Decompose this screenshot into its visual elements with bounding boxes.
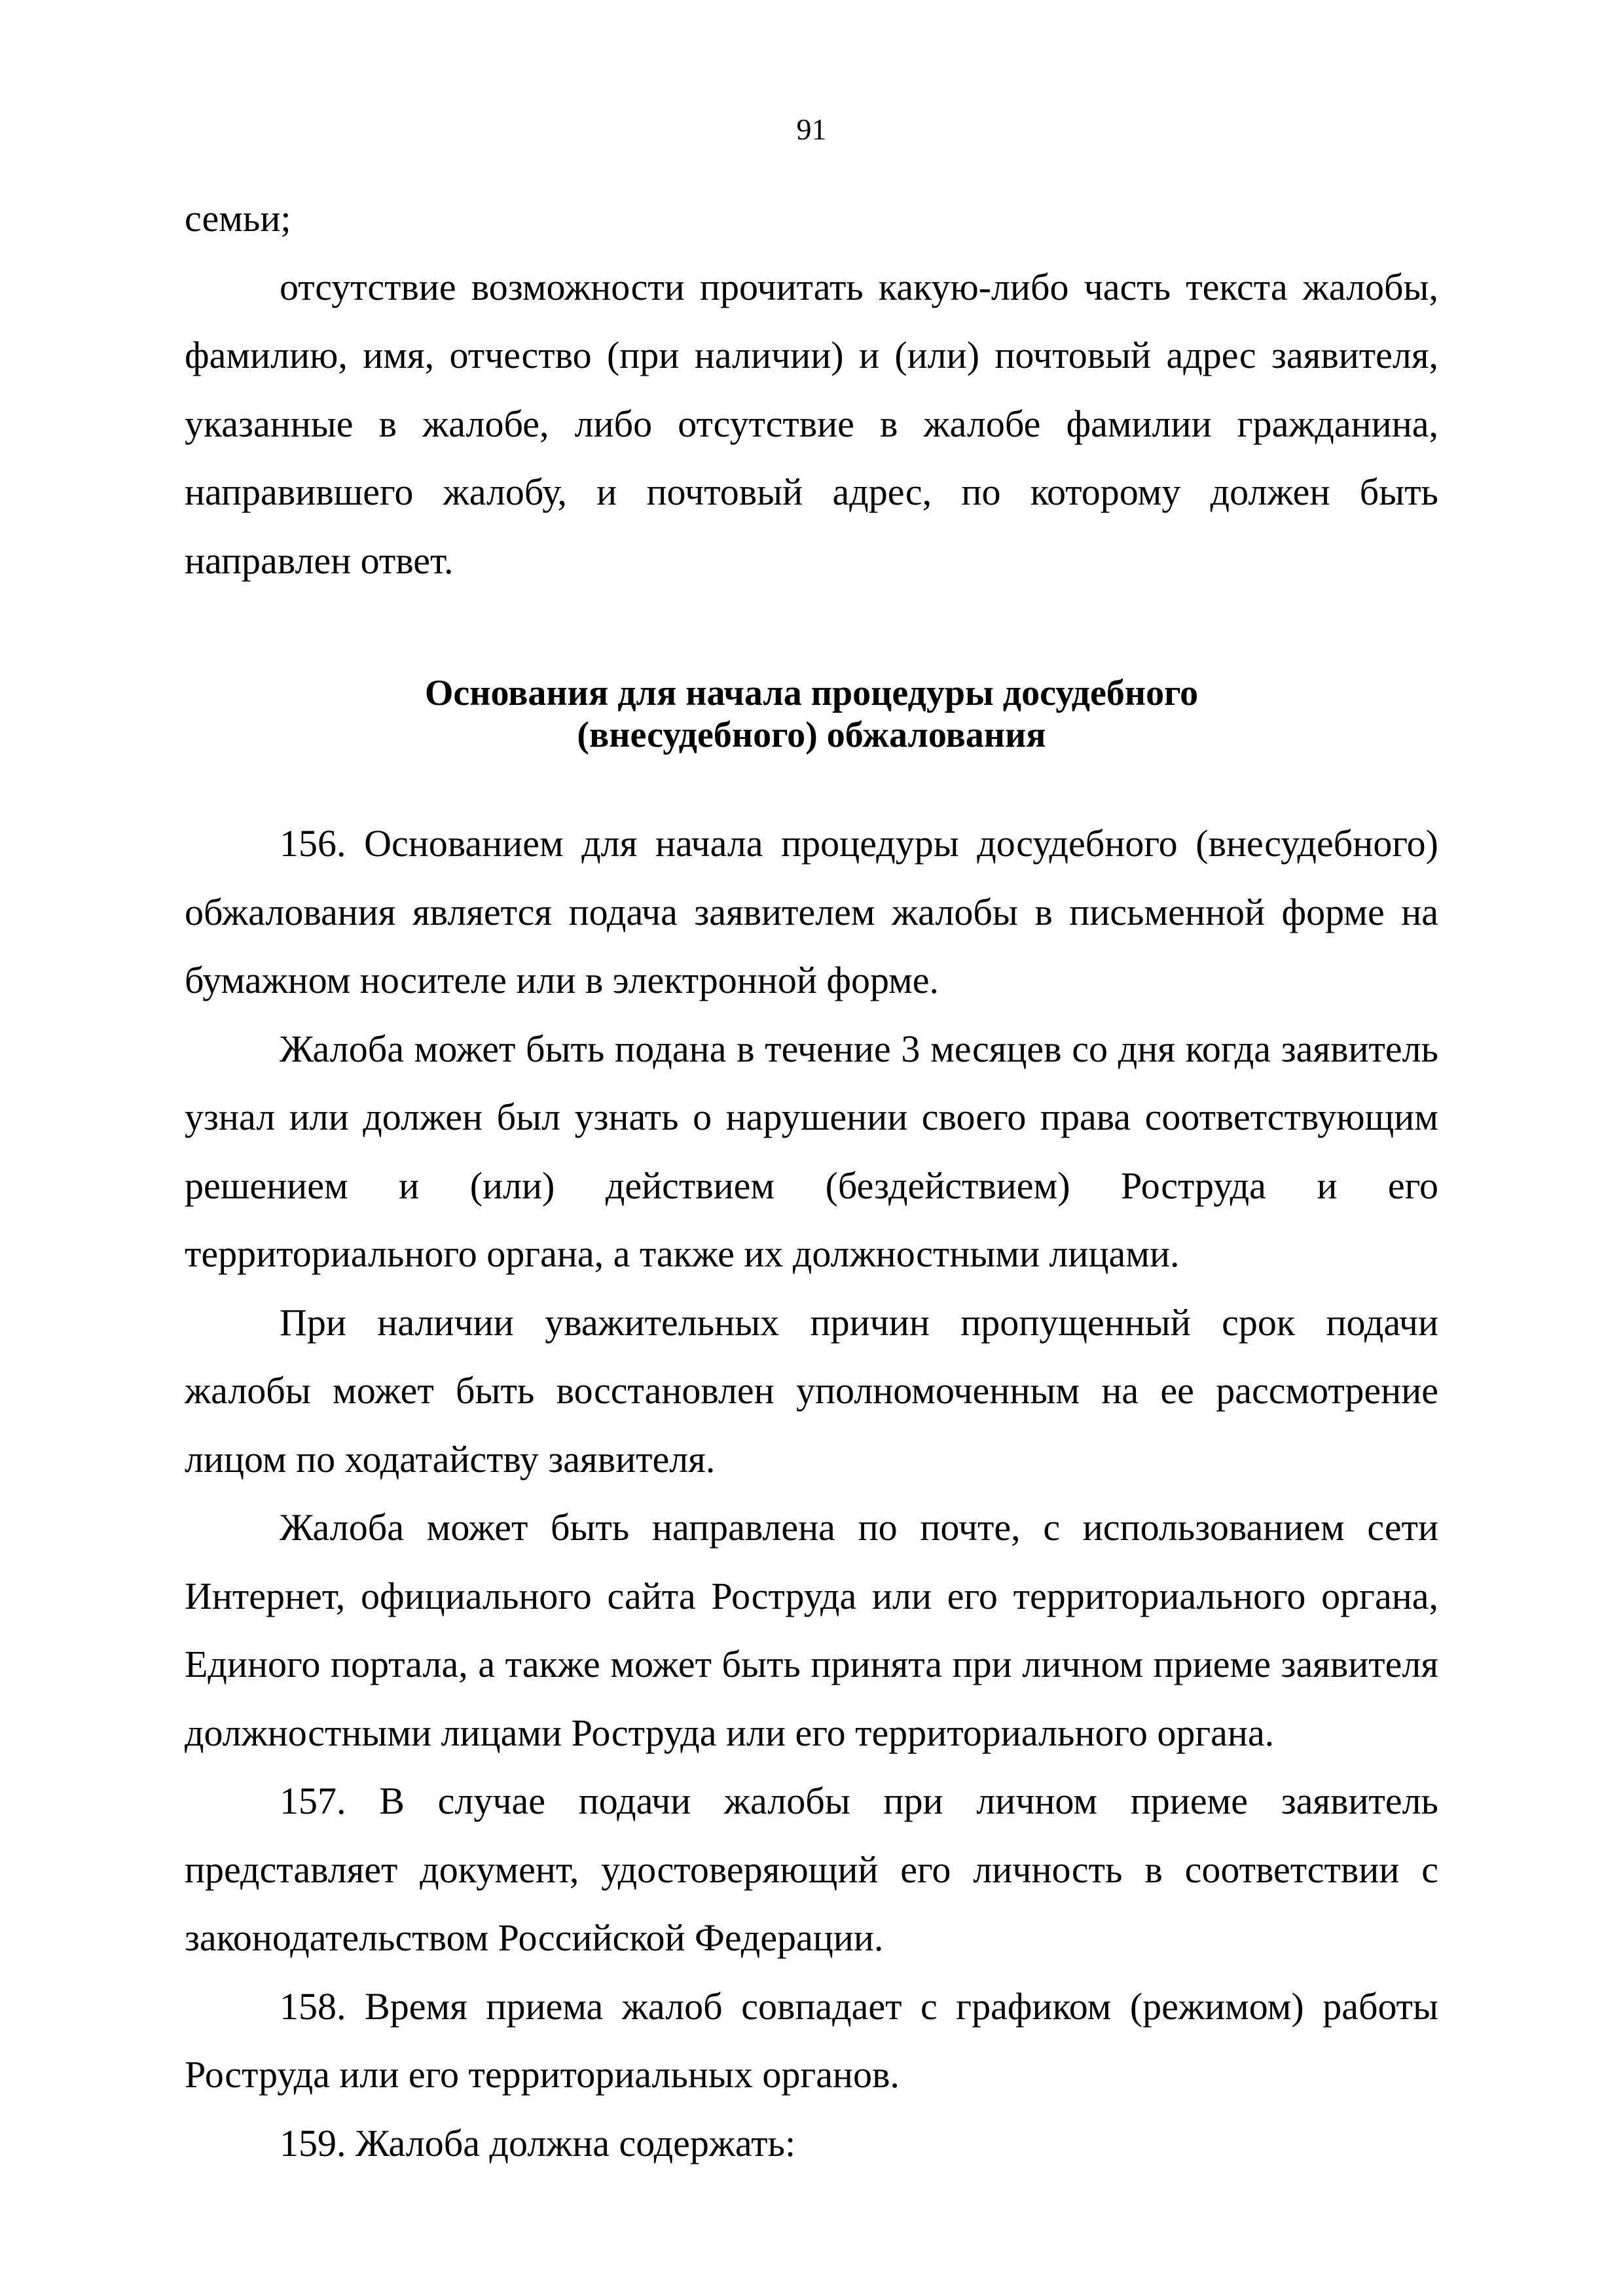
section-heading — [185, 672, 1438, 756]
paragraph-156: 156. Основанием для начала процедуры досудебного (внесудебного) обжалования является подача заявителем жалобы в письменной форме на бумажном носителе или в электронной форме. — [185, 822, 1438, 1001]
document-body — [185, 185, 1438, 2178]
paragraph-157: 157. В случае подачи жалобы при личном приеме заявитель представляет документ, удостоверяющий его личность в соответствии с законодательством Российской Федерации. — [185, 1780, 1438, 1959]
section-heading-line-2: (внесудебного) обжалования — [577, 715, 1046, 755]
paragraph-continuation: семьи; — [185, 197, 291, 240]
paragraph-complaint-term: Жалоба может быть подана в течение 3 месяцев со дня когда заявитель узнал или должен был узнать о нарушении своего права соответствующим решением и (или) действием (бездействием) Роструда и его территориального органа, а также их должностными лицами. — [185, 1027, 1438, 1275]
page-number: 91 — [796, 113, 827, 146]
paragraph-158: 158. Время приема жалоб совпадает с графиком (режимом) работы Роструда или его территориальных органов. — [185, 1984, 1438, 2096]
paragraph-reading-impossible: отсутствие возможности прочитать какую-либо часть текста жалобы, фамилию, имя, отчество (при наличии) и (или) почтовый адрес заявителя, указанные в жалобе, либо отсутствие в жалобе фамилии гражданина, направившего жалобу, и почтовый адрес, по которому должен быть направлен ответ. — [185, 265, 1438, 582]
section-heading-line-1: Основания для начала процедуры досудебного — [424, 673, 1199, 713]
paragraph-term-restoration: При наличии уважительных причин пропущенный срок подачи жалобы может быть восстановлен уполномоченным на ее рассмотрение лицом по ходатайству заявителя. — [185, 1300, 1438, 1480]
paragraph-159: 159. Жалоба должна содержать: — [280, 2121, 796, 2164]
paragraph-submission-methods: Жалоба может быть направлена по почте, с использованием сети Интернет, официального сайта Роструда или его территориального органа, Единого портала, а также может быть принята при личном приеме заявителя должностными лицами Роструда или его территориального органа. — [185, 1506, 1438, 1754]
